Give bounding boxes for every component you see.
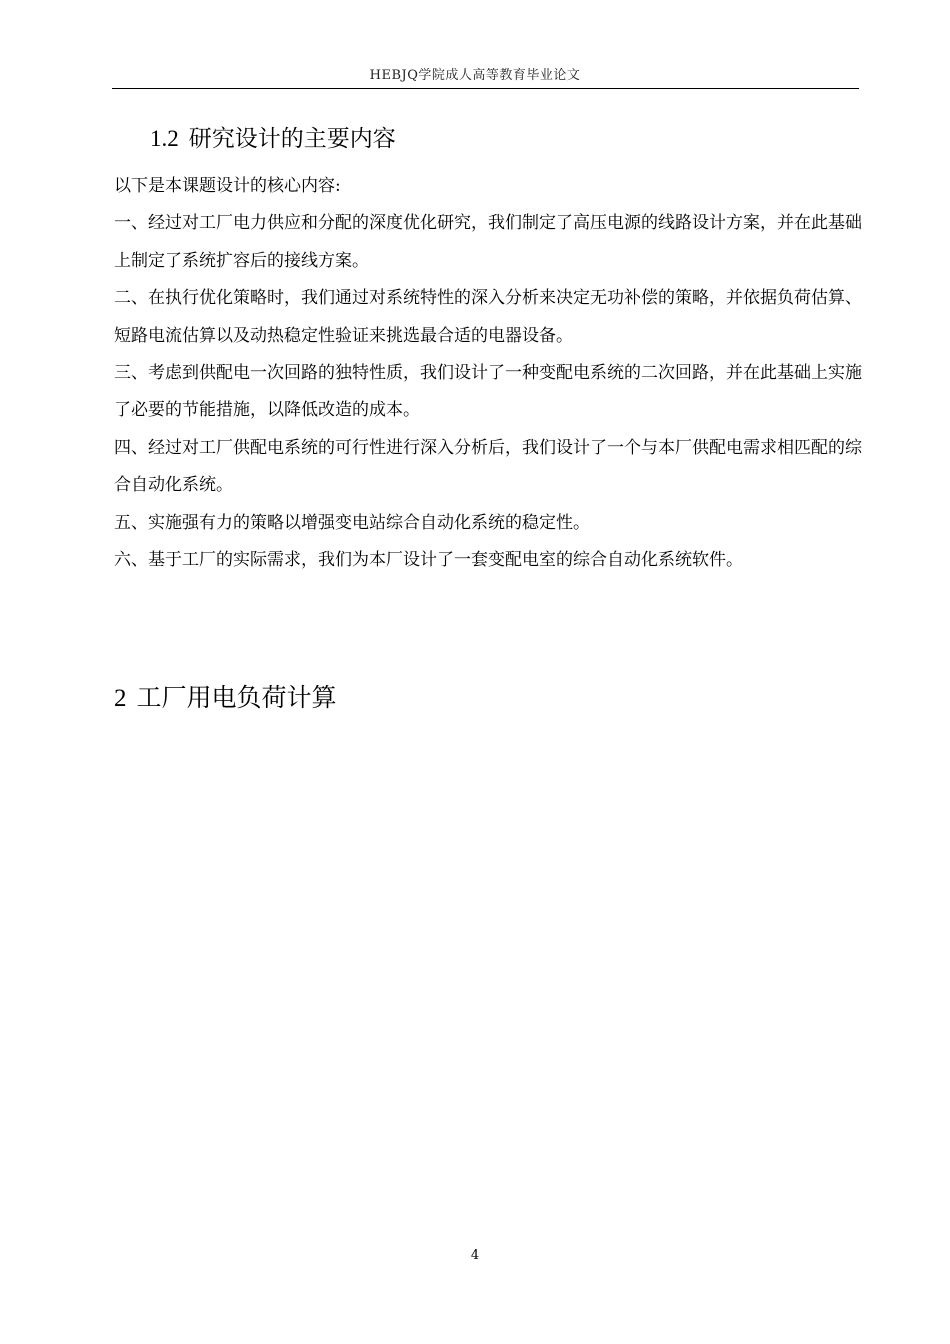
paragraph-item-4: 四、经过对工厂供配电系统的可行性进行深入分析后，我们设计了一个与本厂供配电需求相匹配的综合自动化系统。: [114, 437, 862, 496]
page-number: 4: [470, 1248, 480, 1263]
paragraph-item-2: 二、在执行优化策略时，我们通过对系统特性的深入分析来决定无功补偿的策略，并依据负荷估算、短路电流估算以及动热稳定性验证来挑选最合适的电器设备。: [114, 288, 862, 346]
chapter-title: 工厂用电负荷计算: [136, 683, 337, 712]
paragraph-item-3: 三、考虑到供配电一次回路的独特性质，我们设计了一种变配电系统的二次回路，并在此基础上实施了必要的节能措施，以降低改造的成本。: [114, 363, 862, 421]
header-divider: [112, 88, 859, 89]
section-title: 研究设计的主要内容: [188, 126, 396, 152]
chapter-heading: [114, 682, 337, 715]
paragraph-item-1: 一、经过对工厂电力供应和分配的深度优化研究，我们制定了高压电源的线路设计方案，并在此基础上制定了系统扩容后的接线方案。: [114, 213, 862, 271]
paragraph-item-5: 五、实施强有力的策略以增强变电站综合自动化系统的稳定性。: [114, 512, 590, 533]
body-text: [114, 168, 862, 579]
section-number: 1.2: [150, 126, 179, 151]
paragraph-intro: 以下是本课题设计的核心内容:: [114, 176, 341, 196]
running-header: HEBJQ学院成人高等教育毕业论文: [369, 68, 581, 83]
paragraph-item-6: 六、基于工厂的实际需求，我们为本厂设计了一套变配电室的综合自动化系统软件。: [114, 550, 743, 571]
section-heading: [150, 124, 396, 154]
chapter-number: 2: [114, 685, 127, 712]
